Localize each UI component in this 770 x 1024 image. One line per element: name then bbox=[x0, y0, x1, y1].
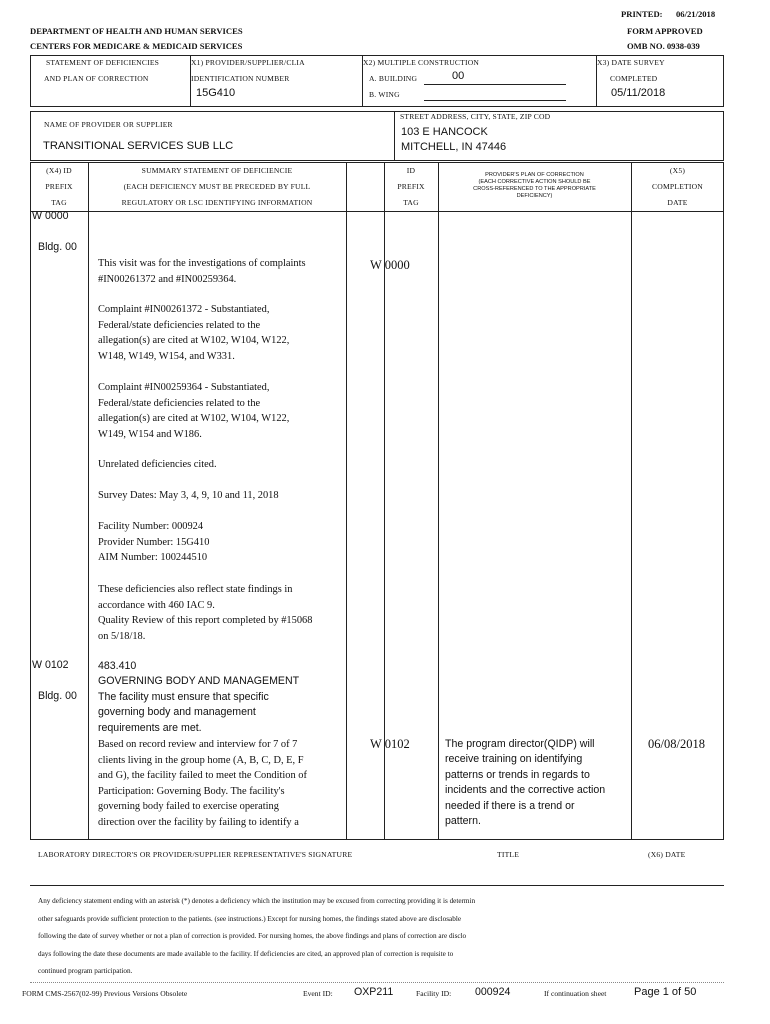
statement-label-2: AND PLAN OF CORRECTION bbox=[44, 74, 149, 83]
x5-header-1: (X5) bbox=[669, 166, 686, 175]
printed-date: 06/21/2018 bbox=[676, 9, 716, 19]
provider-name-label: NAME OF PROVIDER OR SUPPLIER bbox=[44, 120, 173, 129]
building-label: A. BUILDING bbox=[369, 74, 418, 83]
summary-header-1: SUMMARY STATEMENT OF DEFICIENCIE bbox=[141, 166, 293, 175]
disclaimer-line-4: days following the date these documents are made available to the facility. If deficiencies are cited, an approved plan of correction is requisite to bbox=[38, 949, 454, 958]
provider-box bbox=[30, 111, 724, 161]
department-title: DEPARTMENT OF HEALTH AND HUMAN SERVICES bbox=[30, 26, 243, 36]
wing-label: B. WING bbox=[369, 90, 400, 99]
entry-w0102-bldg: Bldg. 00 bbox=[38, 690, 77, 702]
plan-header-4: DEFICIENCY) bbox=[516, 193, 553, 199]
entry-w0102-tag: W 0102 bbox=[32, 659, 69, 671]
entry-w0102-text: Based on record review and interview for 7 of 7 clients living in the group home (A, B, C, D, E, F and G), the facility failed to meet the Condition of Participation: Governing Body. The facility's governing body failed to exercise operating direction over the facility by failing to identify a bbox=[98, 739, 307, 828]
provider-name-value: TRANSITIONAL SERVICES SUB LLC bbox=[43, 140, 234, 152]
form-number: FORM CMS-2567(02-99) Previous Versions Obsolete bbox=[22, 989, 188, 998]
entry-w0102-plan: The program director(QIDP) will receive training on identifying patterns or trends in regards to incidents and the corrective action needed if there is a trend or pattern. bbox=[445, 738, 606, 828]
id-header-1: ID bbox=[406, 166, 416, 175]
statement-label-1: STATEMENT OF DEFICIENCIES bbox=[46, 58, 160, 67]
event-id-value: OXP211 bbox=[354, 986, 394, 998]
x2-label: X2) MULTIPLE CONSTRUCTION bbox=[363, 58, 480, 67]
address-line-1: 103 E HANCOCK bbox=[401, 126, 488, 138]
signature-label: LABORATORY DIRECTOR'S OR PROVIDER/SUPPLIER REPRESENTATIVE'S SIGNATURE bbox=[38, 850, 353, 859]
x4-header-3: TAG bbox=[51, 198, 67, 207]
survey-dates-paragraph: Survey Dates: May 3, 4, 9, 10 and 11, 2018 bbox=[98, 490, 279, 501]
form-approved: FORM APPROVED bbox=[627, 26, 703, 36]
state-findings-paragraph: These deficiencies also reflect state findings in accordance with 460 IAC 9. Quality Review of this report completed by #15068 on 5/18/18. bbox=[98, 584, 313, 642]
date-label: (X6) DATE bbox=[648, 850, 686, 859]
centers-title: CENTERS FOR MEDICARE & MEDICAID SERVICES bbox=[30, 41, 243, 51]
summary-header-3: REGULATORY OR LSC IDENTIFYING INFORMATION bbox=[121, 198, 313, 207]
address-label: STREET ADDRESS, CITY, STATE, ZIP COD bbox=[400, 112, 551, 121]
facility-id-value: 000924 bbox=[475, 986, 511, 998]
x5-header-3: DATE bbox=[667, 198, 688, 207]
footer-divider bbox=[30, 982, 724, 983]
event-id-label: Event ID: bbox=[303, 989, 333, 998]
disclaimer-line-3: following the date of survey whether or not a plan of correction is provided. For nursing homes, the above findings and plans of correction are disclo bbox=[38, 932, 467, 941]
plan-header-3: CROSS-REFERENCED TO THE APPROPRIATE bbox=[473, 186, 596, 192]
complaint-2-paragraph: Complaint #IN00259364 - Substantiated, Federal/state deficiencies related to the allegation(s) are cited at W102, W104, W122, W149, W154 and W186. bbox=[98, 382, 290, 440]
unrelated-paragraph: Unrelated deficiencies cited. bbox=[98, 459, 217, 470]
facility-numbers-paragraph: Facility Number: 000924 Provider Number: 15G410 AIM Number: 100244510 bbox=[98, 521, 210, 564]
x1-label-2: IDENTIFICATION NUMBER bbox=[191, 74, 290, 83]
building-value: 00 bbox=[452, 70, 465, 82]
entry-w0000-tag: W 0000 bbox=[32, 210, 69, 222]
entry-w0102-completion-date: 06/08/2018 bbox=[648, 737, 705, 751]
title-label: TITLE bbox=[497, 850, 520, 859]
summary-header-2: (EACH DEFICIENCY MUST BE PRECEDED BY FULL bbox=[123, 182, 311, 191]
entry-w0102-id: W 0102 bbox=[370, 737, 410, 751]
x3-label-1: X3) DATE SURVEY bbox=[597, 58, 665, 67]
provider-id-value: 15G410 bbox=[196, 87, 236, 99]
continuation-label: If continuation sheet bbox=[544, 989, 607, 998]
x4-header-1: (X4) ID bbox=[46, 166, 72, 175]
disclaimer-line-2: other safeguards provide sufficient protection to the patients. (see instructions.) Except for nursing homes, the findings stated above are disclosable bbox=[38, 914, 462, 923]
address-line-2: MITCHELL, IN 47446 bbox=[401, 141, 507, 153]
disclaimer-line-5: continued program participation. bbox=[38, 967, 133, 976]
omb-number: OMB NO. 0938-039 bbox=[627, 41, 700, 51]
printed-label: PRINTED: bbox=[621, 9, 663, 19]
x4-header-2: PREFIX bbox=[45, 182, 73, 191]
disclaimer bbox=[38, 893, 728, 981]
disclaimer-line-1: Any deficiency statement ending with an asterisk (*) denotes a deficiency which the institution may be excused from correcting providing it is determin bbox=[38, 897, 476, 905]
entry-w0000-bldg: Bldg. 00 bbox=[38, 241, 77, 253]
id-header-2: PREFIX bbox=[397, 182, 425, 191]
entry-w0000-id: W 0000 bbox=[370, 258, 410, 272]
plan-header bbox=[438, 172, 631, 200]
complaint-1-paragraph: Complaint #IN00261372 - Substantiated, Federal/state deficiencies related to the allegation(s) are cited at W102, W104, W122, W148, W149, W154, and W331. bbox=[98, 304, 290, 362]
x3-label-2: COMPLETED bbox=[610, 74, 658, 83]
entry-w0102-heading: 483.410 GOVERNING BODY AND MANAGEMENT The facility must ensure that specific governing body and management requirements are met. bbox=[98, 660, 300, 734]
entry-w0000-text: This visit was for the investigations of complaints #IN00261372 and #IN00259364. bbox=[98, 258, 306, 285]
page-number: Page 1 of 50 bbox=[634, 986, 697, 998]
plan-header-1: PROVIDER'S PLAN OF CORRECTION bbox=[485, 172, 584, 178]
x1-label-1: X1) PROVIDER/SUPPLIER/CLIA bbox=[191, 58, 305, 67]
survey-date-value: 05/11/2018 bbox=[611, 87, 666, 99]
facility-id-label: Facility ID: bbox=[416, 989, 452, 998]
x5-header-2: COMPLETION bbox=[652, 182, 703, 191]
id-header-3: TAG bbox=[403, 198, 419, 207]
plan-header-2: (EACH CORRECTIVE ACTION SHOULD BE bbox=[478, 179, 591, 185]
